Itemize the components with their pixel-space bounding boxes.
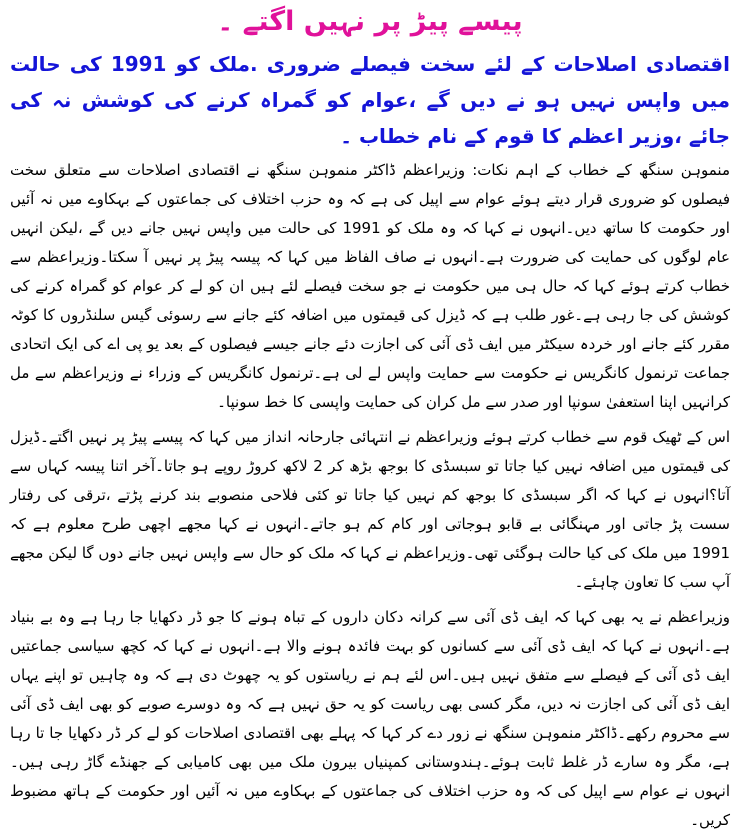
headline: پیسے پیڑ پر نہیں اگتے ۔ — [217, 6, 523, 37]
body-paragraph: وزیراعظم نے یہ بھی کہا کہ ایف ڈی آئی سے کرانہ دکان داروں کے تباہ ہونے کا جو ڈر دکھایا جا رہا ہے وہ بے بنیاد ہے۔انہوں نے کہا کہ ایف ڈی آئی سے کسانوں کو بہت فائدہ ہونے والا ہے۔انہوں نے کہا کہ کچھ سیاسی جماعتیں ایف ڈی آئی کے فیصلے سے متفق نہیں ہیں۔اس لئے ہم نے ریاستوں کو یہ چھوٹ دی ہے کہ وہ چاہیں تو اپنے یہاں ایف ڈی آئی کی اجازت نہ دیں، مگر کسی بھی ریاست کو یہ حق نہیں ہے کہ وہ دوسرے صوبے کو بھی ایف ڈی آئی سے محروم رکھے۔ڈاکٹر منموہن سنگھ نے زور دے کر کہا کہ پہلے بھی اقتصادی اصلاحات کو لے کر ڈر دکھایا جا تا رہا ہے، مگر وہ سارے ڈر غلط ثابت ہوئے۔ہندوستانی کمپنیاں بیرون ملک میں بھی کامیابی کے جھنڈے گاڑ رہی ہیں۔انہوں نے عوام سے اپیل کی کہ وہ حزب اختلاف کی جماعتوں کے بہکاوے میں نہ آئیں اور حکومت کے ہاتھ مضبوط کریں۔ — [10, 608, 730, 829]
subheadline: اقتصادی اصلاحات کے لئے سخت فیصلے ضروری .ملک کو 1991 کی حالت میں واپس نہیں ہو نے دیں گے ،عوام کو گمراہ کرنے کی کوشش نہ کی جائے ،وزیر اعظم کا قوم کے نام خطاب ۔ — [10, 52, 730, 148]
body-paragraph: منموہن سنگھ کے خطاب کے اہم نکات: وزیراعظم ڈاکٹر منموہن سنگھ نے اقتصادی اصلاحات سے متعلق سخت فیصلوں کو ضروری قرار دیتے ہوئے عوام سے اپیل کی ہے کہ وہ حزب اختلاف کی جماعتوں کے بہکاوے میں نہ آئیں اور حکومت کا ساتھ دیں۔انہوں نے کہا کہ وہ ملک کو 1991 کی حالت میں واپس نہیں جانے دیں گے ،لیکن انہیں عام لوگوں کی حمایت کی ضرورت ہے۔انہوں نے صاف الفاظ میں کہا کہ پیسہ پیڑ پر نہیں آ سکتا۔وزیراعظم سے خطاب کرتے ہوئے کہا کہ حال ہی میں حکومت نے جو سخت فیصلے لئے ہیں ان کو لے کر عوام کو گمراہ کرنے کی کوشش کی جا رہی ہے۔غور طلب ہے کہ ڈیزل کی قیمتوں میں اضافہ کئے جانے سے رسوئی گیس سلنڈروں کا کوٹہ مقرر کئے جانے اور خردہ سیکٹر میں ایف ڈی آئی کی اجازت دئے جانے جیسے فیصلوں کے بعد یو پی اے کی ایک اتحادی جماعت ترنمول کانگریس نے حکومت سے حمایت واپس لے لی ہے۔ترنمول کانگریس کے وزراء نے وزیراعظم سے مل کرانہیں اپنا استعفیٰ سونپا اور صدر سے مل کران کی حمایت واپسی کا خط سونپا۔ — [10, 161, 730, 411]
body-paragraph: اس کے ٹھیک قوم سے خطاب کرتے ہوئے وزیراعظم نے انتہائی جارحانہ انداز میں کہا کہ پیسے پیڑ پر نہیں اگتے۔ڈیزل کی قیمتوں میں اضافہ نہیں کیا جاتا تو سبسڈی کا بوجھ بڑھ کر 2 لاکھ کروڑ روپے ہو جاتا۔آخر اتنا پیسہ کہاں سے آتا؟انہوں نے کہا کہ اگر سبسڈی کا بوجھ کم نہیں کیا جاتا تو کئی فلاحی منصوبے بند کرنے پڑتے ،ترقی کی رفتار سست پڑ جاتی اور مہنگائی بے قابو ہوجاتی اور کام کم ہو جاتے۔انہوں نے کہا مجھے اچھی طرح معلوم ہے کہ 1991 میں ملک کی کیا حالت ہوگئی تھی۔وزیراعظم نے کہا کہ ملک کو حال سے واپس نہیں جانے دوں گا لیکن مجھے آپ سب کا تعاون چاہئے۔ — [10, 428, 731, 591]
